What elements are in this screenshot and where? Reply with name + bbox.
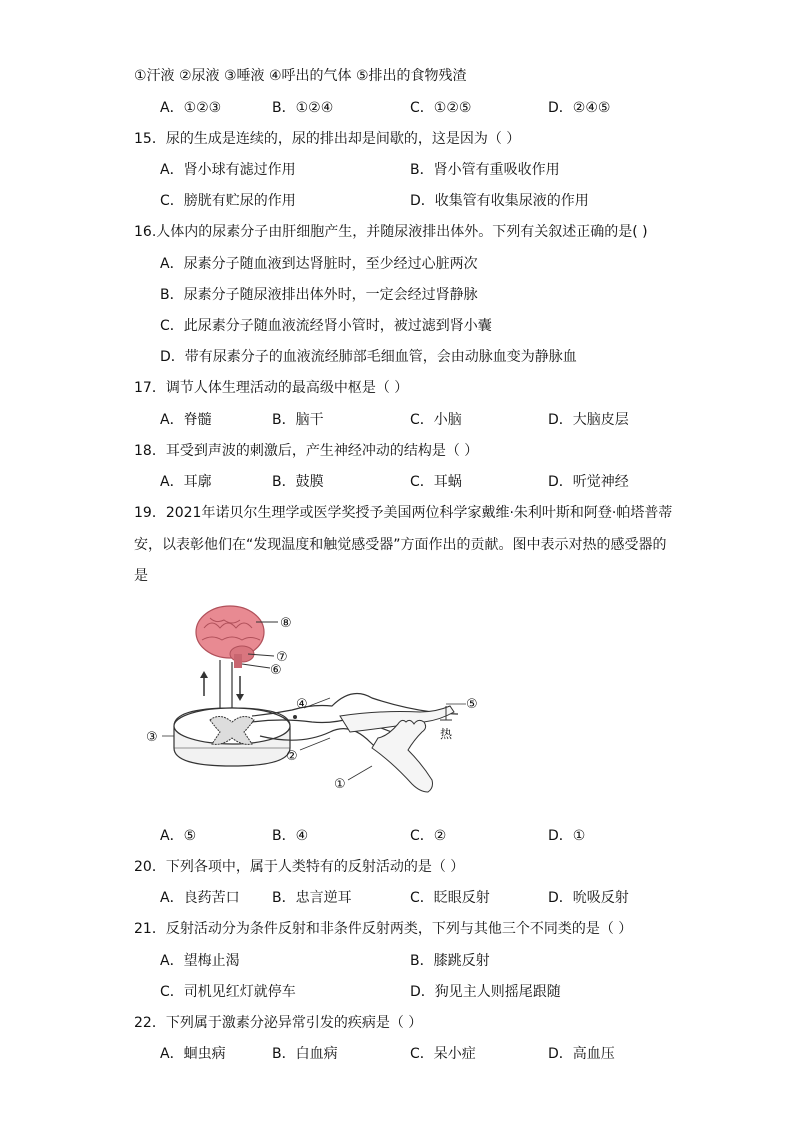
label-3: ③ xyxy=(146,730,158,745)
arm-illustration xyxy=(340,706,454,792)
q21-option-c[interactable]: C．司机见红灯就停车 xyxy=(160,984,296,1000)
label-4: ④ xyxy=(296,697,308,712)
q14-option-c[interactable]: C．①②⑤ xyxy=(410,100,472,116)
q19-option-c[interactable]: C．② xyxy=(410,828,447,844)
q17-option-a[interactable]: A．脊髓 xyxy=(160,412,212,428)
q19-option-d[interactable]: D．① xyxy=(548,828,586,844)
q16-option-a[interactable]: A．尿素分子随血液到达肾脏时，至少经过心脏两次 xyxy=(160,256,478,272)
q16-option-c[interactable]: C．此尿素分子随血液流经肾小管时，被过滤到肾小囊 xyxy=(160,318,492,334)
q22-option-a[interactable]: A．蛔虫病 xyxy=(160,1046,226,1062)
brain-illustration xyxy=(196,606,264,668)
q17-stem: 17．调节人体生理活动的最高级中枢是（ ） xyxy=(134,380,409,396)
label-8: ⑧ xyxy=(280,616,292,631)
q14-option-d[interactable]: D．②④⑤ xyxy=(548,100,611,116)
q17-option-c[interactable]: C．小脑 xyxy=(410,412,462,428)
label-6: ⑥ xyxy=(270,663,282,678)
q19-stem-line2: 安，以表彰他们在“发现温度和触觉感受器”方面作出的贡献。图中表示对热的感受器的 xyxy=(134,537,667,553)
q21-stem: 21．反射活动分为条件反射和非条件反射两类，下列与其他三个不同类的是（ ） xyxy=(134,921,633,937)
reflex-arc-figure xyxy=(140,598,500,808)
q22-option-b[interactable]: B．白血病 xyxy=(272,1046,338,1062)
q17-option-d[interactable]: D．大脑皮层 xyxy=(548,412,629,428)
q18-option-c[interactable]: C．耳蜗 xyxy=(410,474,462,490)
q19-stem-line1: 19．2021年诺贝尔生理学或医学奖授予美国两位科学家戴维·朱利叶斯和阿登·帕塔普蒂 xyxy=(134,505,673,521)
q19-option-a[interactable]: A．⑤ xyxy=(160,828,197,844)
label-5: ⑤ xyxy=(466,697,478,712)
q16-stem: 16.人体内的尿素分子由肝细胞产生，并随尿液排出体外。下列有关叙述正确的是( ) xyxy=(134,224,648,240)
q18-stem: 18．耳受到声波的刺激后，产生神经冲动的结构是（ ） xyxy=(134,443,479,459)
q15-option-a[interactable]: A．肾小球有滤过作用 xyxy=(160,162,296,178)
q18-option-b[interactable]: B．鼓膜 xyxy=(272,474,324,490)
q21-option-a[interactable]: A．望梅止渴 xyxy=(160,953,240,969)
spinal-cord-section xyxy=(174,708,290,766)
q17-option-b[interactable]: B．脑干 xyxy=(272,412,324,428)
q20-option-d[interactable]: D．吮吸反射 xyxy=(548,890,629,906)
q21-option-d[interactable]: D．狗见主人则摇尾跟随 xyxy=(410,984,561,1000)
heat-label: 热 xyxy=(440,727,453,741)
q22-option-c[interactable]: C．呆小症 xyxy=(410,1046,476,1062)
q18-option-d[interactable]: D．听觉神经 xyxy=(548,474,629,490)
q20-option-a[interactable]: A．良药苦口 xyxy=(160,890,240,906)
q19-option-b[interactable]: B．④ xyxy=(272,828,309,844)
label-7: ⑦ xyxy=(276,650,288,665)
q15-stem: 15．尿的生成是连续的，尿的排出却是间歇的，这是因为（ ） xyxy=(134,131,521,147)
q22-option-d[interactable]: D．高血压 xyxy=(548,1046,615,1062)
q14-option-b[interactable]: B．①②④ xyxy=(272,100,334,116)
q18-option-a[interactable]: A．耳廓 xyxy=(160,474,212,490)
q20-stem: 20．下列各项中，属于人类特有的反射活动的是（ ） xyxy=(134,859,465,875)
q15-option-d[interactable]: D．收集管有收集尿液的作用 xyxy=(410,193,589,209)
q19-stem-line3: 是 xyxy=(134,568,148,584)
q21-option-b[interactable]: B．膝跳反射 xyxy=(410,953,490,969)
q20-option-b[interactable]: B．忠言逆耳 xyxy=(272,890,352,906)
q20-option-c[interactable]: C．眨眼反射 xyxy=(410,890,490,906)
label-1: ① xyxy=(334,777,346,792)
q15-option-c[interactable]: C．膀胱有贮尿的作用 xyxy=(160,193,296,209)
q16-option-d[interactable]: D．带有尿素分子的血液流经肺部毛细血管，会由动脉血变为静脉血 xyxy=(160,349,577,365)
q22-stem: 22．下列属于激素分泌异常引发的疾病是（ ） xyxy=(134,1015,423,1031)
q16-option-b[interactable]: B．尿素分子随尿液排出体外时，一定会经过肾静脉 xyxy=(160,287,478,303)
label-2: ② xyxy=(286,749,298,764)
q15-option-b[interactable]: B．肾小管有重吸收作用 xyxy=(410,162,560,178)
q14-items: ①汗液 ②尿液 ③唾液 ④呼出的气体 ⑤排出的食物残渣 xyxy=(134,68,467,84)
q14-option-a[interactable]: A．①②③ xyxy=(160,100,222,116)
